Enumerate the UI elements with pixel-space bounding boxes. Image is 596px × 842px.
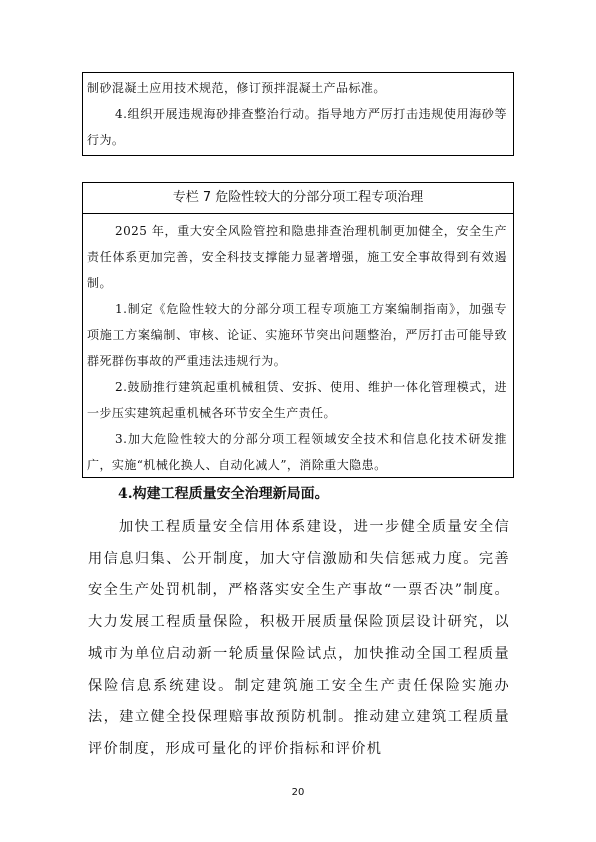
box-item-4: 4.组织开展违规海砂排查整治行动。指导地方严厉打击违规使用海砂等行为。 (87, 107, 507, 147)
feature-box-title: 专栏 7 危险性较大的分部分项工程专项治理 (83, 183, 513, 214)
body-paragraph: 加快工程质量安全信用体系建设，进一步健全质量安全信用信息归集、公开制度，加大守信激励和失信惩戒力度。完善安全生产处罚机制，严格落实安全生产事故“一票否决”制度。大力发展工程质量保险，积极开展质量保险顶层设计研究，以城市为单位启动新一轮质量保险试点，加快推动全国工程质量保险信息系统建设。制定建筑施工安全生产责任保险实施办法，建立健全投保理赔事故预防机制。推动建立建筑工程质量评价制度，形成可量化的评价指标和评价机 (88, 519, 510, 757)
feature-box-item-3: 3.加大危险性较大的分部分项工程领域安全技术和信息化技术研发推广，实施“机械化换人、自动化减人”，消除重大隐患。 (87, 432, 507, 472)
section-body (88, 512, 510, 766)
section-heading: 4.构建工程质量安全治理新局面。 (118, 486, 329, 502)
continued-box (82, 72, 514, 156)
box-line-continuation: 制砂混凝土应用技术规范，修订预拌混凝土产品标准。 (87, 81, 386, 95)
feature-box-7 (82, 182, 514, 478)
feature-box-item-2: 2.鼓励推行建筑起重机械租赁、安拆、使用、维护一体化管理模式，进一步压实建筑起重机械各环节安全生产责任。 (87, 380, 507, 420)
feature-box-goal: 2025 年，重大安全风险管控和隐患排查治理机制更加健全，安全生产责任体系更加完善，安全科技支撑能力显著增强，施工安全事故得到有效遏制。 (87, 224, 507, 290)
feature-box-item-1: 1.制定《危险性较大的分部分项工程专项施工方案编制指南》，加强专项施工方案编制、审核、论证、实施环节突出问题整治，严厉打击可能导致群死群伤事故的严重违法违规行为。 (87, 302, 507, 368)
page-number: 20 (291, 787, 305, 798)
feature-box-body (83, 214, 513, 478)
